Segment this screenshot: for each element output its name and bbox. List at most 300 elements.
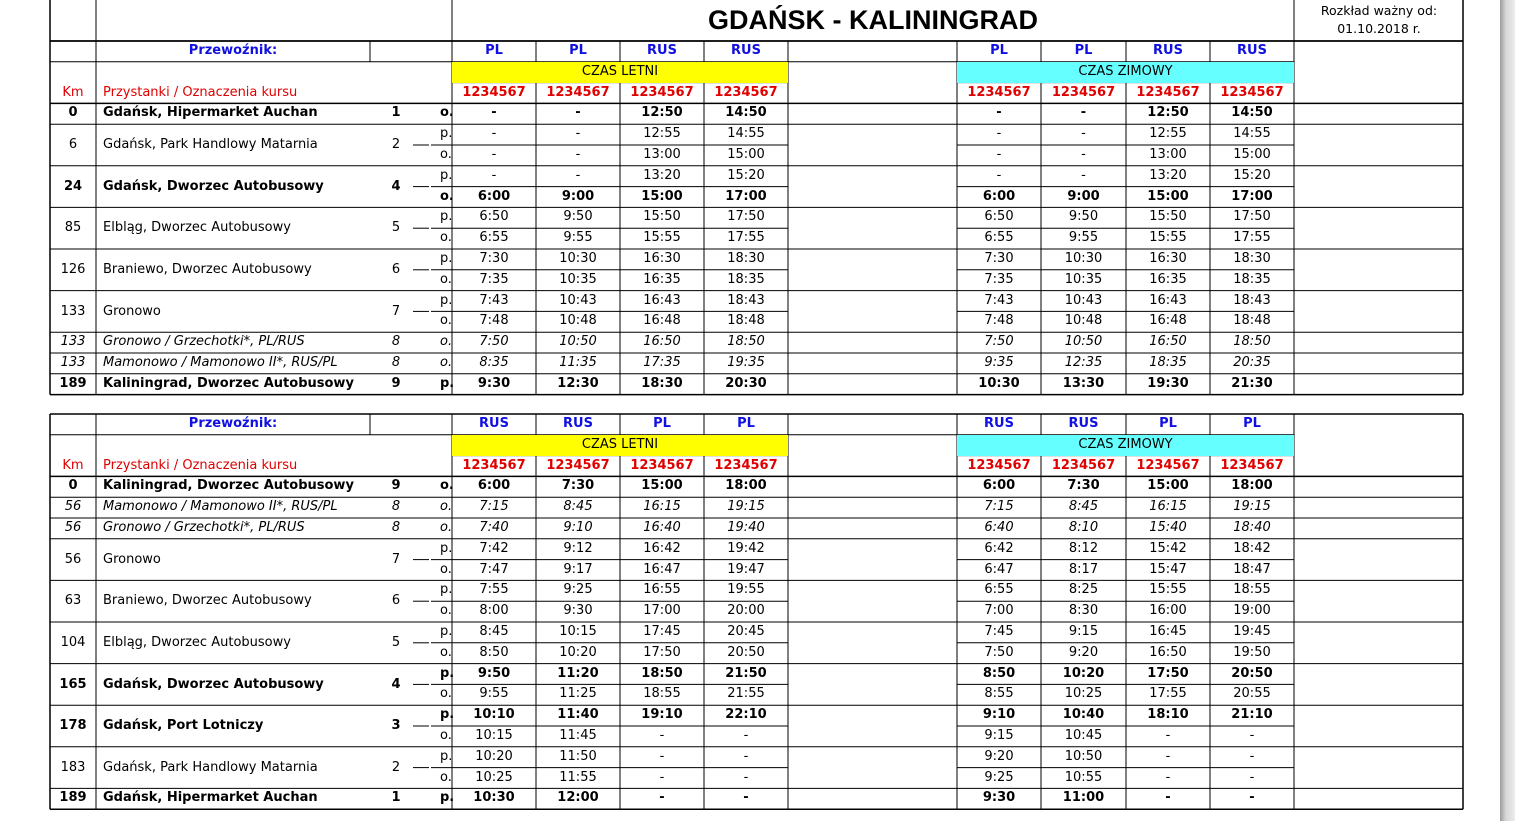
time-winter-1: 7:50 bbox=[984, 644, 1014, 660]
time-summer-4: 18:50 bbox=[727, 334, 765, 350]
time-summer-2: - bbox=[575, 105, 581, 121]
arr-dep-marker: o. bbox=[440, 603, 452, 619]
time-winter-3: 15:40 bbox=[1149, 520, 1187, 535]
time-summer-2: 11:40 bbox=[557, 707, 599, 723]
time-summer-4: 19:35 bbox=[727, 355, 765, 370]
time-winter-1: 9:10 bbox=[982, 707, 1016, 723]
stop-number: 8 bbox=[391, 355, 401, 370]
time-winter-2: 9:50 bbox=[1068, 209, 1099, 225]
time-winter-4: 19:45 bbox=[1233, 624, 1271, 639]
time-winter-4: 14:55 bbox=[1233, 126, 1271, 142]
time-winter-2: 10:20 bbox=[1062, 665, 1105, 681]
time-summer-1: - bbox=[491, 126, 497, 142]
time-summer-1: 9:30 bbox=[477, 375, 511, 391]
time-winter-4: 21:30 bbox=[1231, 375, 1273, 391]
time-summer-1: - bbox=[491, 147, 497, 162]
time-summer-1: 6:55 bbox=[479, 230, 509, 246]
time-summer-3: 12:55 bbox=[643, 126, 681, 142]
stop-name: Gronowo bbox=[103, 303, 161, 319]
time-summer-4: 21:55 bbox=[727, 686, 765, 702]
stop-number: 2 bbox=[391, 759, 401, 775]
time-summer-3: 15:55 bbox=[643, 230, 681, 246]
arr-dep-marker: o. bbox=[440, 728, 452, 743]
time-winter-2: 10:55 bbox=[1064, 769, 1103, 785]
time-winter-1: 6:50 bbox=[984, 209, 1014, 225]
time-summer-4: - bbox=[743, 769, 749, 785]
time-winter-2: - bbox=[1081, 167, 1086, 183]
stop-name: Gdańsk, Hipermarket Auchan bbox=[103, 105, 318, 121]
time-winter-4: 18:55 bbox=[1233, 582, 1271, 598]
time-winter-3: - bbox=[1165, 790, 1171, 806]
stop-number: 1 bbox=[391, 105, 401, 121]
stop-km: 56 bbox=[64, 520, 82, 535]
time-winter-1: 9:15 bbox=[984, 728, 1014, 743]
time-summer-1: 7:50 bbox=[479, 334, 509, 350]
stop-km: 133 bbox=[60, 355, 86, 370]
time-summer-4: 18:35 bbox=[727, 271, 765, 287]
time-winter-2: 8:25 bbox=[1068, 582, 1099, 598]
stop-name: Gronowo bbox=[103, 551, 161, 567]
arr-dep-marker: o. bbox=[440, 334, 453, 350]
season-winter-banner: CZAS ZIMOWY bbox=[957, 62, 1294, 83]
stop-km: 85 bbox=[64, 220, 82, 236]
time-winter-1: 9:35 bbox=[984, 355, 1014, 370]
time-summer-4: - bbox=[743, 790, 749, 806]
time-winter-1: 8:50 bbox=[982, 665, 1016, 681]
days-winter-1: 1234567 bbox=[967, 457, 1031, 473]
time-winter-1: 7:35 bbox=[984, 271, 1014, 287]
time-winter-3: 16:30 bbox=[1149, 251, 1187, 266]
arr-dep-marker: p. bbox=[440, 665, 455, 681]
time-summer-2: - bbox=[575, 147, 581, 162]
stop-km: 133 bbox=[60, 334, 86, 350]
stop-number: 6 bbox=[391, 262, 401, 277]
time-winter-1: 6:40 bbox=[984, 520, 1014, 535]
time-winter-2: 11:00 bbox=[1062, 790, 1105, 806]
stop-number: 3 bbox=[391, 718, 401, 734]
stop-km: 56 bbox=[64, 499, 82, 515]
time-summer-3: 17:50 bbox=[643, 644, 681, 660]
season-summer-banner: CZAS LETNI bbox=[452, 435, 788, 456]
stop-km: 56 bbox=[64, 551, 82, 567]
time-summer-4: 22:10 bbox=[725, 707, 767, 723]
carrier-winter-1: PL bbox=[990, 43, 1008, 58]
time-winter-3: - bbox=[1165, 728, 1171, 743]
time-summer-2: - bbox=[575, 126, 581, 142]
arr-dep-marker: p. bbox=[440, 292, 453, 308]
time-summer-1: 6:50 bbox=[479, 209, 509, 225]
time-summer-2: 10:30 bbox=[559, 251, 597, 266]
time-winter-2: 13:30 bbox=[1062, 375, 1105, 391]
time-summer-3: 15:00 bbox=[641, 188, 683, 204]
time-winter-3: 12:50 bbox=[1147, 105, 1189, 121]
time-summer-3: 16:50 bbox=[643, 334, 681, 350]
time-summer-2: 9:12 bbox=[563, 540, 593, 556]
arr-dep-marker: p. bbox=[440, 790, 455, 806]
time-summer-2: 9:25 bbox=[563, 582, 593, 598]
time-summer-2: 11:35 bbox=[559, 355, 597, 370]
stops-header: Przystanki / Oznaczenia kursu bbox=[103, 84, 298, 100]
time-summer-4: - bbox=[743, 728, 749, 743]
time-winter-4: 18:50 bbox=[1233, 334, 1271, 350]
time-summer-1: 10:15 bbox=[475, 728, 513, 743]
stop-km: 189 bbox=[59, 375, 87, 391]
arr-dep-marker: o. bbox=[440, 271, 452, 287]
time-summer-1: 7:43 bbox=[479, 292, 509, 308]
time-winter-1: 7:45 bbox=[984, 624, 1014, 639]
time-summer-3: 16:48 bbox=[643, 313, 681, 329]
time-summer-2: 12:30 bbox=[557, 375, 599, 391]
carrier-winter-2: PL bbox=[1074, 43, 1093, 58]
time-winter-2: - bbox=[1080, 105, 1087, 121]
days-summer-1: 1234567 bbox=[462, 457, 526, 473]
time-summer-1: 7:42 bbox=[479, 540, 509, 556]
arr-dep-marker: p. bbox=[440, 375, 455, 391]
stop-name: Mamonowo / Mamonowo II*, RUS/PL bbox=[103, 499, 338, 515]
time-summer-2: 12:00 bbox=[557, 790, 599, 806]
time-winter-1: 7:43 bbox=[984, 292, 1014, 308]
time-winter-3: 16:50 bbox=[1149, 644, 1187, 660]
time-winter-2: 10:35 bbox=[1064, 271, 1103, 287]
time-summer-4: 17:50 bbox=[727, 209, 765, 225]
time-summer-1: 9:55 bbox=[479, 686, 509, 702]
time-winter-1: 10:30 bbox=[978, 375, 1020, 391]
stop-name: Elbląg, Dworzec Autobusowy bbox=[103, 635, 291, 650]
time-summer-3: - bbox=[659, 728, 665, 743]
stop-km: 0 bbox=[68, 478, 78, 494]
time-winter-4: 15:20 bbox=[1233, 167, 1271, 183]
time-summer-2: 10:43 bbox=[559, 292, 597, 308]
time-summer-3: 16:47 bbox=[643, 561, 681, 577]
carrier-winter-3: PL bbox=[1159, 416, 1177, 431]
time-winter-1: 6:55 bbox=[984, 582, 1014, 598]
time-winter-3: 16:15 bbox=[1149, 499, 1187, 515]
time-winter-1: 6:55 bbox=[984, 230, 1014, 246]
stop-number: 8 bbox=[391, 520, 401, 535]
stop-name: Gdańsk, Dworzec Autobusowy bbox=[103, 676, 324, 692]
stop-name: Gronowo / Grzechotki*, PL/RUS bbox=[103, 334, 305, 350]
time-summer-4: 20:00 bbox=[727, 603, 765, 619]
time-winter-3: 16:48 bbox=[1149, 313, 1187, 329]
stop-name: Kaliningrad, Dworzec Autobusowy bbox=[103, 375, 354, 391]
stop-km: 178 bbox=[59, 718, 87, 734]
time-summer-3: 15:50 bbox=[643, 209, 681, 225]
carrier-summer-3: PL bbox=[653, 416, 671, 431]
time-summer-3: 15:00 bbox=[641, 478, 683, 494]
time-winter-4: 19:00 bbox=[1233, 603, 1271, 619]
time-summer-3: - bbox=[659, 790, 665, 806]
stop-number: 6 bbox=[391, 593, 401, 609]
time-winter-3: 19:30 bbox=[1147, 375, 1189, 391]
time-winter-2: 10:50 bbox=[1064, 334, 1103, 350]
carrier-winter-4: PL bbox=[1243, 416, 1261, 431]
time-winter-2: 10:50 bbox=[1064, 748, 1103, 764]
stop-name: Kaliningrad, Dworzec Autobusowy bbox=[103, 478, 354, 494]
arr-dep-marker: o. bbox=[440, 188, 454, 204]
time-summer-1: 10:20 bbox=[475, 748, 513, 764]
days-winter-3: 1234567 bbox=[1136, 84, 1200, 100]
time-winter-3: 12:55 bbox=[1149, 126, 1187, 142]
time-summer-2: 9:17 bbox=[563, 561, 593, 577]
time-winter-2: - bbox=[1081, 126, 1086, 142]
stop-km: 104 bbox=[60, 635, 86, 650]
arr-dep-marker: p. bbox=[440, 540, 453, 556]
stop-name: Gronowo / Grzechotki*, PL/RUS bbox=[103, 520, 305, 535]
stops-header: Przystanki / Oznaczenia kursu bbox=[103, 457, 298, 473]
time-winter-3: 16:43 bbox=[1149, 292, 1187, 308]
time-winter-4: 20:55 bbox=[1233, 686, 1271, 702]
time-summer-2: 9:00 bbox=[561, 188, 595, 204]
time-summer-3: 17:45 bbox=[643, 624, 681, 639]
arr-dep-marker: p. bbox=[440, 251, 453, 266]
days-summer-3: 1234567 bbox=[630, 84, 694, 100]
time-winter-1: 7:30 bbox=[984, 251, 1014, 266]
time-summer-1: 10:30 bbox=[473, 790, 515, 806]
time-winter-4: 15:00 bbox=[1233, 147, 1271, 162]
time-winter-2: 10:43 bbox=[1064, 292, 1103, 308]
arr-dep-marker: o. bbox=[440, 478, 454, 494]
time-winter-4: 18:35 bbox=[1233, 271, 1271, 287]
time-summer-1: 10:25 bbox=[475, 769, 513, 785]
time-summer-4: 15:00 bbox=[727, 147, 765, 162]
time-summer-2: 10:48 bbox=[559, 313, 597, 329]
time-winter-2: 8:30 bbox=[1068, 603, 1099, 619]
time-summer-1: 6:00 bbox=[477, 478, 511, 494]
time-summer-2: 8:45 bbox=[563, 499, 593, 515]
time-summer-2: 11:55 bbox=[559, 769, 597, 785]
stop-km: 133 bbox=[60, 303, 86, 319]
time-summer-3: 17:00 bbox=[643, 603, 681, 619]
time-summer-2: 11:45 bbox=[559, 728, 597, 743]
time-winter-4: 19:50 bbox=[1233, 644, 1271, 660]
time-winter-3: 17:55 bbox=[1149, 686, 1187, 702]
time-winter-3: 13:20 bbox=[1149, 167, 1187, 183]
time-winter-4: - bbox=[1249, 769, 1255, 785]
arr-dep-marker: p. bbox=[440, 126, 453, 142]
valid-from-note bbox=[1296, 2, 1462, 38]
time-summer-3: 16:42 bbox=[643, 540, 681, 556]
time-winter-2: 8:45 bbox=[1068, 499, 1099, 515]
page-edge-shadow bbox=[1500, 0, 1515, 821]
carrier-winter-1: RUS bbox=[984, 416, 1014, 431]
stop-km: 0 bbox=[68, 105, 78, 121]
time-winter-1: 6:00 bbox=[982, 478, 1016, 494]
stop-km: 6 bbox=[68, 137, 78, 153]
time-summer-1: 8:00 bbox=[479, 603, 509, 619]
stop-name: Mamonowo / Mamonowo II*, RUS/PL bbox=[103, 355, 338, 370]
time-winter-3: 15:00 bbox=[1147, 478, 1189, 494]
time-winter-3: - bbox=[1165, 748, 1171, 764]
time-winter-4: 18:42 bbox=[1233, 540, 1271, 556]
stop-number: 7 bbox=[391, 551, 401, 567]
stop-name: Gdańsk, Port Lotniczy bbox=[103, 718, 264, 734]
stop-km: 165 bbox=[59, 676, 87, 692]
time-winter-2: 10:48 bbox=[1064, 313, 1103, 329]
time-summer-2: 9:50 bbox=[563, 209, 593, 225]
time-winter-3: 18:35 bbox=[1149, 355, 1187, 370]
time-winter-2: 9:20 bbox=[1068, 644, 1099, 660]
stop-name: Gdańsk, Park Handlowy Matarnia bbox=[103, 137, 318, 153]
days-summer-4: 1234567 bbox=[714, 84, 778, 100]
time-winter-1: 6:00 bbox=[982, 188, 1016, 204]
time-summer-4: 20:30 bbox=[725, 375, 767, 391]
time-winter-2: 10:30 bbox=[1064, 251, 1103, 266]
arr-dep-marker: o. bbox=[440, 313, 452, 329]
time-summer-1: - bbox=[491, 167, 497, 183]
time-summer-4: 21:50 bbox=[725, 665, 767, 681]
carrier-summer-2: RUS bbox=[563, 416, 593, 431]
time-summer-4: 19:15 bbox=[727, 499, 765, 515]
time-summer-4: 18:43 bbox=[727, 292, 765, 308]
time-summer-2: 9:30 bbox=[563, 603, 593, 619]
stop-number: 5 bbox=[391, 635, 401, 650]
time-winter-4: 20:50 bbox=[1231, 665, 1273, 681]
time-summer-2: 7:30 bbox=[561, 478, 595, 494]
stop-number: 9 bbox=[391, 478, 401, 494]
time-summer-1: 7:48 bbox=[479, 313, 509, 329]
stop-number: 8 bbox=[391, 334, 401, 350]
time-summer-3: 17:35 bbox=[643, 355, 681, 370]
time-winter-3: 15:55 bbox=[1149, 582, 1187, 598]
time-winter-4: - bbox=[1249, 728, 1255, 743]
time-winter-2: 9:15 bbox=[1068, 624, 1099, 639]
time-summer-4: 18:48 bbox=[727, 313, 765, 329]
time-summer-4: 19:42 bbox=[727, 540, 765, 556]
days-summer-3: 1234567 bbox=[630, 457, 694, 473]
days-summer-1: 1234567 bbox=[462, 84, 526, 100]
time-winter-2: 9:00 bbox=[1067, 188, 1100, 204]
time-winter-4: 17:50 bbox=[1233, 209, 1271, 225]
time-winter-4: 18:47 bbox=[1233, 561, 1271, 577]
arr-dep-marker: o. bbox=[440, 769, 452, 785]
time-winter-2: 8:17 bbox=[1068, 561, 1099, 577]
time-winter-2: 7:30 bbox=[1067, 478, 1100, 494]
page-title: GDAŃSK - KALININGRAD bbox=[708, 5, 1038, 35]
time-summer-3: 16:30 bbox=[643, 251, 681, 266]
time-winter-3: 13:00 bbox=[1149, 147, 1187, 162]
time-summer-3: 19:10 bbox=[641, 707, 683, 723]
days-winter-1: 1234567 bbox=[967, 84, 1031, 100]
time-winter-4: 18:00 bbox=[1231, 478, 1273, 494]
time-summer-1: 8:45 bbox=[479, 624, 509, 639]
time-summer-1: - bbox=[491, 105, 497, 121]
stop-km: 189 bbox=[59, 790, 87, 806]
arr-dep-marker: o. bbox=[440, 561, 452, 577]
time-winter-1: - bbox=[996, 147, 1002, 162]
stop-number: 1 bbox=[391, 790, 401, 806]
time-summer-3: 13:20 bbox=[643, 167, 681, 183]
stop-name: Gdańsk, Dworzec Autobusowy bbox=[103, 178, 324, 194]
arr-dep-marker: o. bbox=[440, 230, 452, 246]
time-winter-4: 17:00 bbox=[1231, 188, 1273, 204]
time-summer-1: 10:10 bbox=[473, 707, 515, 723]
carrier-summer-3: RUS bbox=[647, 43, 677, 58]
carrier-summer-1: PL bbox=[485, 43, 503, 58]
stop-km: 126 bbox=[60, 262, 86, 277]
time-winter-3: 16:00 bbox=[1149, 603, 1187, 619]
time-winter-1: 6:42 bbox=[984, 540, 1014, 556]
carrier-winter-2: RUS bbox=[1068, 416, 1099, 431]
time-winter-2: 9:55 bbox=[1068, 230, 1099, 246]
time-winter-1: 7:50 bbox=[984, 334, 1014, 350]
time-summer-2: 10:15 bbox=[559, 624, 597, 639]
carrier-winter-3: RUS bbox=[1153, 43, 1183, 58]
time-summer-4: 17:55 bbox=[727, 230, 765, 246]
time-summer-4: 20:50 bbox=[727, 644, 765, 660]
time-winter-1: 7:48 bbox=[984, 313, 1014, 329]
time-winter-1: - bbox=[996, 167, 1002, 183]
time-winter-1: - bbox=[996, 105, 1002, 121]
time-winter-4: 19:15 bbox=[1233, 499, 1271, 515]
arr-dep-marker: o. bbox=[440, 355, 453, 370]
time-winter-4: 18:40 bbox=[1233, 520, 1271, 535]
time-summer-4: 19:55 bbox=[727, 582, 765, 598]
time-summer-3: 18:55 bbox=[643, 686, 681, 702]
arr-dep-marker: o. bbox=[440, 686, 452, 702]
stop-km: 63 bbox=[64, 593, 82, 609]
days-winter-3: 1234567 bbox=[1136, 457, 1200, 473]
time-winter-4: - bbox=[1249, 790, 1255, 806]
time-winter-2: 8:12 bbox=[1068, 540, 1099, 556]
time-winter-2: 8:10 bbox=[1068, 520, 1099, 535]
stop-name: Braniewo, Dworzec Autobusowy bbox=[103, 593, 312, 609]
time-winter-1: 9:25 bbox=[984, 769, 1014, 785]
time-summer-2: 9:55 bbox=[563, 230, 593, 246]
time-summer-1: 7:30 bbox=[479, 251, 509, 266]
time-summer-4: 14:50 bbox=[725, 105, 767, 121]
stop-name: Gdańsk, Hipermarket Auchan bbox=[103, 790, 318, 806]
carrier-summer-1: RUS bbox=[479, 416, 509, 431]
season-summer-banner: CZAS LETNI bbox=[452, 62, 788, 83]
carrier-label: Przewoźnik: bbox=[188, 416, 278, 431]
time-summer-3: 16:43 bbox=[643, 292, 681, 308]
time-winter-2: 10:40 bbox=[1062, 707, 1105, 723]
time-winter-3: 15:47 bbox=[1149, 561, 1187, 577]
time-summer-3: 16:55 bbox=[643, 582, 681, 598]
time-summer-3: 18:50 bbox=[641, 665, 683, 681]
season-winter-banner: CZAS ZIMOWY bbox=[957, 435, 1294, 456]
stop-name: Braniewo, Dworzec Autobusowy bbox=[103, 262, 312, 277]
days-winter-2: 1234567 bbox=[1051, 84, 1116, 100]
stop-km: 24 bbox=[63, 178, 83, 194]
time-winter-3: 16:35 bbox=[1149, 271, 1187, 287]
time-winter-1: 7:00 bbox=[984, 603, 1014, 619]
time-winter-3: 15:42 bbox=[1149, 540, 1187, 556]
time-winter-1: 6:47 bbox=[984, 561, 1014, 577]
time-summer-4: - bbox=[743, 748, 749, 764]
stop-number: 4 bbox=[391, 178, 401, 194]
time-winter-4: 21:10 bbox=[1231, 707, 1273, 723]
time-summer-3: 18:30 bbox=[641, 375, 683, 391]
carrier-summer-4: RUS bbox=[731, 43, 761, 58]
time-summer-3: 16:15 bbox=[643, 499, 681, 515]
stop-km: 183 bbox=[60, 759, 86, 775]
stop-number: 7 bbox=[391, 303, 401, 319]
time-winter-1: 9:30 bbox=[982, 790, 1016, 806]
time-summer-4: 17:00 bbox=[725, 188, 767, 204]
carrier-summer-4: PL bbox=[737, 416, 755, 431]
time-summer-1: 8:35 bbox=[479, 355, 509, 370]
time-summer-3: - bbox=[659, 748, 665, 764]
time-summer-3: 13:00 bbox=[643, 147, 681, 162]
time-summer-1: 9:50 bbox=[477, 665, 511, 681]
arr-dep-marker: p. bbox=[440, 624, 453, 639]
km-header: Km bbox=[62, 84, 84, 100]
time-summer-1: 7:55 bbox=[479, 582, 509, 598]
days-summer-4: 1234567 bbox=[714, 457, 778, 473]
time-summer-2: 11:50 bbox=[559, 748, 597, 764]
arr-dep-marker: p. bbox=[440, 748, 453, 764]
